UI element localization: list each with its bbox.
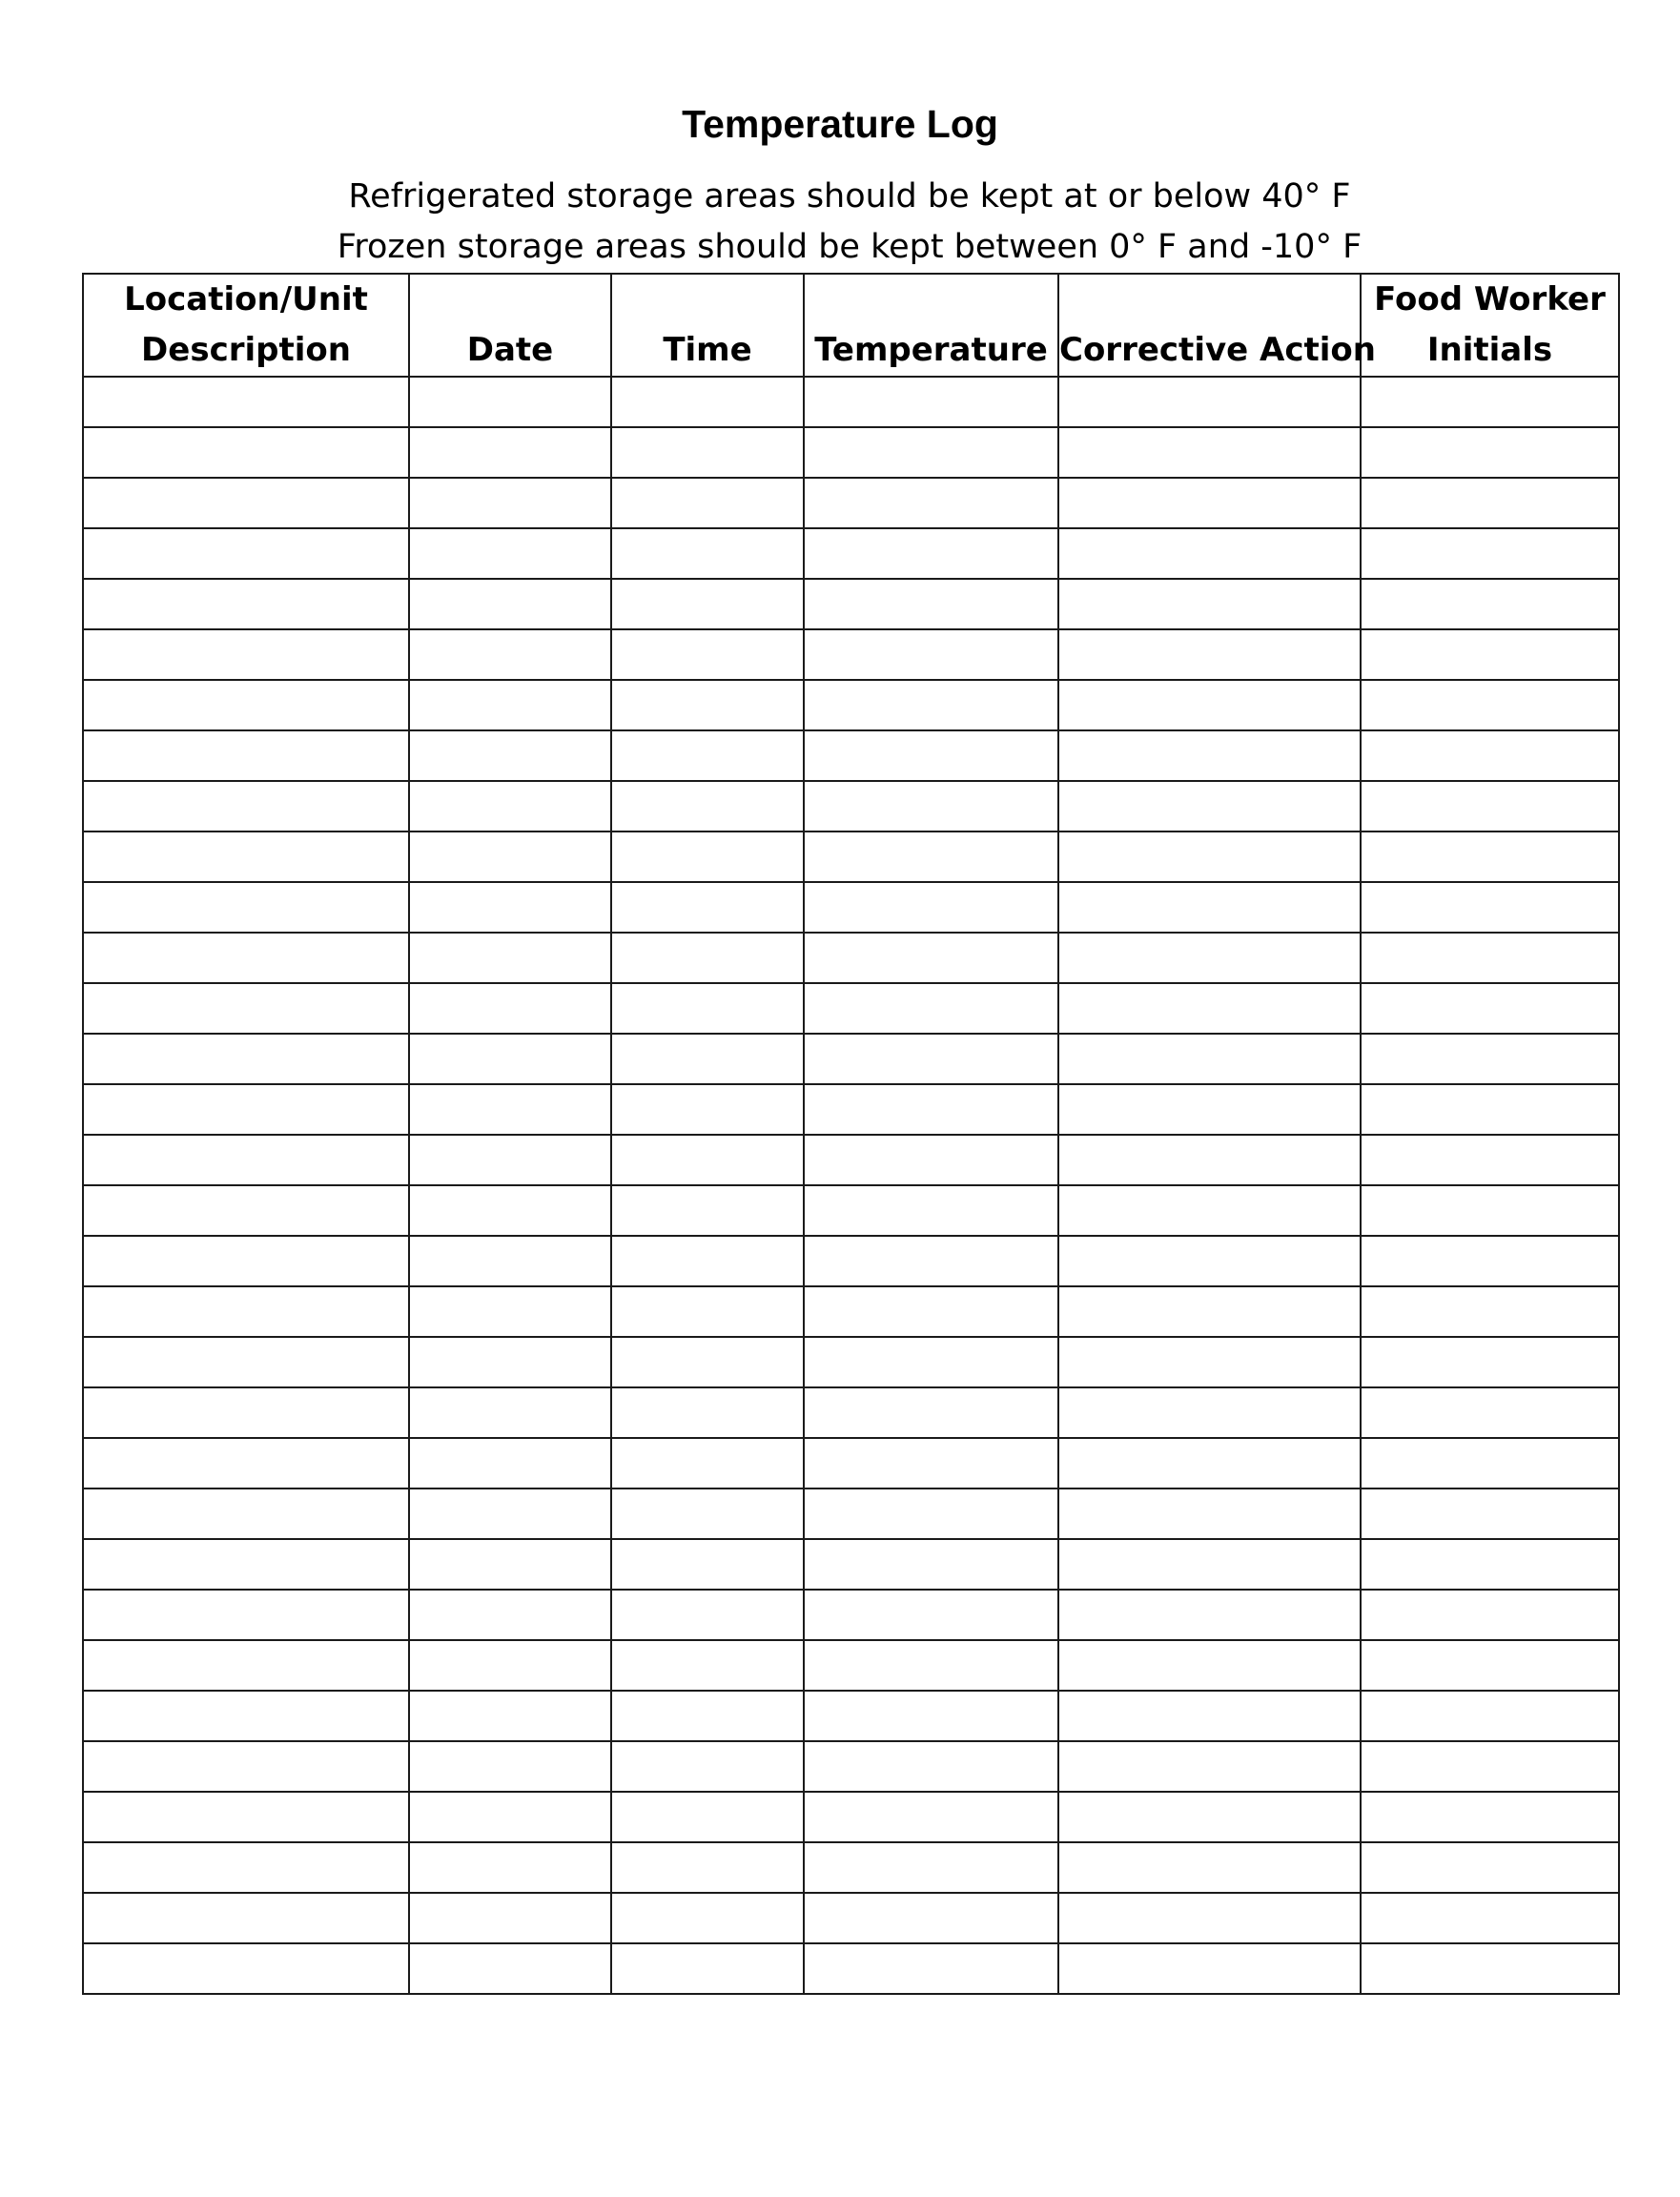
time-cell[interactable] bbox=[611, 579, 804, 629]
corrective-action-cell[interactable] bbox=[1058, 377, 1361, 427]
column-header-time bbox=[611, 274, 804, 377]
initials-cell[interactable] bbox=[1361, 478, 1619, 528]
location-cell[interactable] bbox=[83, 730, 409, 781]
date-cell[interactable] bbox=[409, 579, 611, 629]
time-cell[interactable] bbox=[611, 882, 804, 933]
date-cell[interactable] bbox=[409, 882, 611, 933]
table-row bbox=[83, 1438, 1619, 1489]
time-cell[interactable] bbox=[611, 983, 804, 1034]
table-row bbox=[83, 1640, 1619, 1691]
table-row bbox=[83, 478, 1619, 528]
location-cell[interactable] bbox=[83, 1590, 409, 1640]
table-row bbox=[83, 1236, 1619, 1286]
temperature-cell[interactable] bbox=[804, 629, 1058, 680]
corrective-action-cell[interactable] bbox=[1058, 781, 1361, 832]
table-row bbox=[83, 1387, 1619, 1438]
time-cell[interactable] bbox=[611, 730, 804, 781]
corrective-action-cell[interactable] bbox=[1058, 1640, 1361, 1691]
location-cell[interactable] bbox=[83, 1034, 409, 1084]
table-row bbox=[83, 1489, 1619, 1539]
location-cell[interactable] bbox=[83, 1842, 409, 1893]
temperature-cell[interactable] bbox=[804, 377, 1058, 427]
initials-cell[interactable] bbox=[1361, 1842, 1619, 1893]
table-row bbox=[83, 933, 1619, 983]
initials-cell[interactable] bbox=[1361, 1185, 1619, 1236]
temperature-cell[interactable] bbox=[804, 983, 1058, 1034]
date-cell[interactable] bbox=[409, 1489, 611, 1539]
corrective-action-cell[interactable] bbox=[1058, 1438, 1361, 1489]
date-cell[interactable] bbox=[409, 781, 611, 832]
location-cell[interactable] bbox=[83, 427, 409, 478]
temperature-cell[interactable] bbox=[804, 1084, 1058, 1135]
date-cell[interactable] bbox=[409, 629, 611, 680]
temperature-cell[interactable] bbox=[804, 1236, 1058, 1286]
initials-cell[interactable] bbox=[1361, 1640, 1619, 1691]
table-row bbox=[83, 1893, 1619, 1943]
initials-cell[interactable] bbox=[1361, 1084, 1619, 1135]
time-cell[interactable] bbox=[611, 1387, 804, 1438]
corrective-action-cell[interactable] bbox=[1058, 528, 1361, 579]
column-header-temperature bbox=[804, 274, 1058, 377]
time-cell[interactable] bbox=[611, 1438, 804, 1489]
corrective-action-cell[interactable] bbox=[1058, 1185, 1361, 1236]
temperature-cell[interactable] bbox=[804, 1893, 1058, 1943]
initials-cell[interactable] bbox=[1361, 377, 1619, 427]
date-cell[interactable] bbox=[409, 377, 611, 427]
date-cell[interactable] bbox=[409, 983, 611, 1034]
date-cell[interactable] bbox=[409, 1741, 611, 1792]
date-cell[interactable] bbox=[409, 427, 611, 478]
table-row bbox=[83, 680, 1619, 730]
date-cell[interactable] bbox=[409, 1842, 611, 1893]
column-header-location-line2: Description bbox=[141, 331, 351, 369]
corrective-action-cell[interactable] bbox=[1058, 1387, 1361, 1438]
column-header-corrective-action-label: Corrective Action bbox=[1059, 331, 1376, 369]
time-cell[interactable] bbox=[611, 1337, 804, 1387]
temperature-cell[interactable] bbox=[804, 1943, 1058, 1994]
location-cell[interactable] bbox=[83, 1286, 409, 1337]
initials-cell[interactable] bbox=[1361, 1337, 1619, 1387]
initials-cell[interactable] bbox=[1361, 528, 1619, 579]
table-row bbox=[83, 832, 1619, 882]
column-header-location-line1: Location/Unit bbox=[124, 280, 368, 318]
table-row bbox=[83, 1842, 1619, 1893]
corrective-action-cell[interactable] bbox=[1058, 1489, 1361, 1539]
table-row bbox=[83, 377, 1619, 427]
temperature-cell[interactable] bbox=[804, 1792, 1058, 1842]
date-cell[interactable] bbox=[409, 832, 611, 882]
page-title: Temperature Log bbox=[682, 102, 998, 146]
column-header-date-label: Date bbox=[466, 331, 554, 369]
date-cell[interactable] bbox=[409, 730, 611, 781]
table-row bbox=[83, 882, 1619, 933]
location-cell[interactable] bbox=[83, 579, 409, 629]
location-cell[interactable] bbox=[83, 1893, 409, 1943]
column-header-initials-line2: Initials bbox=[1426, 331, 1553, 369]
time-cell[interactable] bbox=[611, 427, 804, 478]
table-row bbox=[83, 1286, 1619, 1337]
corrective-action-cell[interactable] bbox=[1058, 1286, 1361, 1337]
location-cell[interactable] bbox=[83, 1135, 409, 1185]
location-cell[interactable] bbox=[83, 478, 409, 528]
date-cell[interactable] bbox=[409, 1792, 611, 1842]
corrective-action-cell[interactable] bbox=[1058, 1084, 1361, 1135]
location-cell[interactable] bbox=[83, 1792, 409, 1842]
time-cell[interactable] bbox=[611, 478, 804, 528]
location-cell[interactable] bbox=[83, 1741, 409, 1792]
temperature-cell[interactable] bbox=[804, 1337, 1058, 1387]
initials-cell[interactable] bbox=[1361, 1893, 1619, 1943]
location-cell[interactable] bbox=[83, 528, 409, 579]
column-header-initials-line1: Food Worker bbox=[1374, 280, 1606, 318]
initials-cell[interactable] bbox=[1361, 1387, 1619, 1438]
column-header-temperature-label: Temperature bbox=[814, 331, 1048, 369]
time-cell[interactable] bbox=[611, 1893, 804, 1943]
corrective-action-cell[interactable] bbox=[1058, 832, 1361, 882]
temperature-cell[interactable] bbox=[804, 933, 1058, 983]
corrective-action-cell[interactable] bbox=[1058, 1539, 1361, 1590]
column-header-location bbox=[83, 274, 409, 377]
temperature-cell[interactable] bbox=[804, 1135, 1058, 1185]
initials-cell[interactable] bbox=[1361, 1438, 1619, 1489]
location-cell[interactable] bbox=[83, 1387, 409, 1438]
time-cell[interactable] bbox=[611, 1590, 804, 1640]
initials-cell[interactable] bbox=[1361, 983, 1619, 1034]
time-cell[interactable] bbox=[611, 1084, 804, 1135]
initials-cell[interactable] bbox=[1361, 832, 1619, 882]
initials-cell[interactable] bbox=[1361, 1792, 1619, 1842]
initials-cell[interactable] bbox=[1361, 579, 1619, 629]
table-row bbox=[83, 983, 1619, 1034]
time-cell[interactable] bbox=[611, 1286, 804, 1337]
temperature-cell[interactable] bbox=[804, 1034, 1058, 1084]
table-row bbox=[83, 781, 1619, 832]
table-row bbox=[83, 1741, 1619, 1792]
table-row bbox=[83, 629, 1619, 680]
table-row bbox=[83, 427, 1619, 478]
location-cell[interactable] bbox=[83, 1185, 409, 1236]
location-cell[interactable] bbox=[83, 1236, 409, 1286]
initials-cell[interactable] bbox=[1361, 680, 1619, 730]
temperature-cell[interactable] bbox=[804, 528, 1058, 579]
date-cell[interactable] bbox=[409, 1286, 611, 1337]
time-cell[interactable] bbox=[611, 1741, 804, 1792]
time-cell[interactable] bbox=[611, 528, 804, 579]
table-body bbox=[83, 377, 1619, 1994]
initials-cell[interactable] bbox=[1361, 1489, 1619, 1539]
column-header-corrective-action bbox=[1058, 274, 1376, 377]
initials-cell[interactable] bbox=[1361, 1034, 1619, 1084]
location-cell[interactable] bbox=[83, 1084, 409, 1135]
initials-cell[interactable] bbox=[1361, 1741, 1619, 1792]
column-header-date bbox=[409, 274, 611, 377]
table-row bbox=[83, 1084, 1619, 1135]
refrigerated-guideline: Refrigerated storage areas should be kept at or below 40° F bbox=[348, 177, 1351, 216]
table-row bbox=[83, 1539, 1619, 1590]
date-cell[interactable] bbox=[409, 1438, 611, 1489]
corrective-action-cell[interactable] bbox=[1058, 1135, 1361, 1185]
initials-cell[interactable] bbox=[1361, 427, 1619, 478]
initials-cell[interactable] bbox=[1361, 1236, 1619, 1286]
location-cell[interactable] bbox=[83, 832, 409, 882]
time-cell[interactable] bbox=[611, 680, 804, 730]
location-cell[interactable] bbox=[83, 377, 409, 427]
corrective-action-cell[interactable] bbox=[1058, 1034, 1361, 1084]
time-cell[interactable] bbox=[611, 1034, 804, 1084]
location-cell[interactable] bbox=[83, 983, 409, 1034]
column-header-initials bbox=[1361, 274, 1619, 377]
time-cell[interactable] bbox=[611, 1539, 804, 1590]
date-cell[interactable] bbox=[409, 1337, 611, 1387]
corrective-action-cell[interactable] bbox=[1058, 1691, 1361, 1741]
corrective-action-cell[interactable] bbox=[1058, 1236, 1361, 1286]
table-row bbox=[83, 1792, 1619, 1842]
temperature-cell[interactable] bbox=[804, 1741, 1058, 1792]
initials-cell[interactable] bbox=[1361, 781, 1619, 832]
temperature-cell[interactable] bbox=[804, 1842, 1058, 1893]
table-row bbox=[83, 1135, 1619, 1185]
initials-cell[interactable] bbox=[1361, 730, 1619, 781]
corrective-action-cell[interactable] bbox=[1058, 427, 1361, 478]
temperature-cell[interactable] bbox=[804, 478, 1058, 528]
location-cell[interactable] bbox=[83, 680, 409, 730]
location-cell[interactable] bbox=[83, 1438, 409, 1489]
table-row bbox=[83, 730, 1619, 781]
temperature-cell[interactable] bbox=[804, 1387, 1058, 1438]
initials-cell[interactable] bbox=[1361, 882, 1619, 933]
time-cell[interactable] bbox=[611, 1185, 804, 1236]
location-cell[interactable] bbox=[83, 1640, 409, 1691]
date-cell[interactable] bbox=[409, 680, 611, 730]
temperature-cell[interactable] bbox=[804, 427, 1058, 478]
date-cell[interactable] bbox=[409, 1943, 611, 1994]
temperature-cell[interactable] bbox=[804, 1691, 1058, 1741]
time-cell[interactable] bbox=[611, 1640, 804, 1691]
location-cell[interactable] bbox=[83, 882, 409, 933]
corrective-action-cell[interactable] bbox=[1058, 629, 1361, 680]
temperature-cell[interactable] bbox=[804, 1185, 1058, 1236]
table-row bbox=[83, 1034, 1619, 1084]
corrective-action-cell[interactable] bbox=[1058, 983, 1361, 1034]
temperature-cell[interactable] bbox=[804, 1438, 1058, 1489]
temperature-cell[interactable] bbox=[804, 781, 1058, 832]
frozen-guideline: Frozen storage areas should be kept between 0° F and -10° F bbox=[337, 228, 1362, 266]
location-cell[interactable] bbox=[83, 1691, 409, 1741]
time-cell[interactable] bbox=[611, 1489, 804, 1539]
corrective-action-cell[interactable] bbox=[1058, 579, 1361, 629]
time-cell[interactable] bbox=[611, 1236, 804, 1286]
temperature-cell[interactable] bbox=[804, 832, 1058, 882]
location-cell[interactable] bbox=[83, 781, 409, 832]
time-cell[interactable] bbox=[611, 933, 804, 983]
temperature-cell[interactable] bbox=[804, 730, 1058, 781]
temperature-log-table bbox=[82, 273, 1620, 1995]
time-cell[interactable] bbox=[611, 1792, 804, 1842]
date-cell[interactable] bbox=[409, 1590, 611, 1640]
location-cell[interactable] bbox=[83, 1539, 409, 1590]
temperature-cell[interactable] bbox=[804, 579, 1058, 629]
location-cell[interactable] bbox=[83, 933, 409, 983]
date-cell[interactable] bbox=[409, 1084, 611, 1135]
corrective-action-cell[interactable] bbox=[1058, 680, 1361, 730]
corrective-action-cell[interactable] bbox=[1058, 1893, 1361, 1943]
time-cell[interactable] bbox=[611, 1691, 804, 1741]
date-cell[interactable] bbox=[409, 1236, 611, 1286]
temperature-cell[interactable] bbox=[804, 1286, 1058, 1337]
initials-cell[interactable] bbox=[1361, 933, 1619, 983]
table-header-row bbox=[83, 274, 1619, 377]
time-cell[interactable] bbox=[611, 1135, 804, 1185]
date-cell[interactable] bbox=[409, 1893, 611, 1943]
time-cell[interactable] bbox=[611, 1842, 804, 1893]
location-cell[interactable] bbox=[83, 1489, 409, 1539]
corrective-action-cell[interactable] bbox=[1058, 1590, 1361, 1640]
time-cell[interactable] bbox=[611, 1943, 804, 1994]
initials-cell[interactable] bbox=[1361, 1135, 1619, 1185]
corrective-action-cell[interactable] bbox=[1058, 478, 1361, 528]
location-cell[interactable] bbox=[83, 1943, 409, 1994]
temperature-cell[interactable] bbox=[804, 882, 1058, 933]
table-row bbox=[83, 1590, 1619, 1640]
temperature-cell[interactable] bbox=[804, 1590, 1058, 1640]
initials-cell[interactable] bbox=[1361, 1286, 1619, 1337]
corrective-action-cell[interactable] bbox=[1058, 1842, 1361, 1893]
time-cell[interactable] bbox=[611, 629, 804, 680]
corrective-action-cell[interactable] bbox=[1058, 730, 1361, 781]
date-cell[interactable] bbox=[409, 1034, 611, 1084]
table-row bbox=[83, 528, 1619, 579]
date-cell[interactable] bbox=[409, 1135, 611, 1185]
corrective-action-cell[interactable] bbox=[1058, 1337, 1361, 1387]
table-row bbox=[83, 1337, 1619, 1387]
temperature-cell[interactable] bbox=[804, 1489, 1058, 1539]
date-cell[interactable] bbox=[409, 933, 611, 983]
temperature-cell[interactable] bbox=[804, 680, 1058, 730]
table-row bbox=[83, 1691, 1619, 1741]
corrective-action-cell[interactable] bbox=[1058, 933, 1361, 983]
date-cell[interactable] bbox=[409, 478, 611, 528]
initials-cell[interactable] bbox=[1361, 1943, 1619, 1994]
column-header-time-label: Time bbox=[663, 331, 752, 369]
date-cell[interactable] bbox=[409, 1539, 611, 1590]
initials-cell[interactable] bbox=[1361, 1590, 1619, 1640]
date-cell[interactable] bbox=[409, 1185, 611, 1236]
date-cell[interactable] bbox=[409, 1691, 611, 1741]
corrective-action-cell[interactable] bbox=[1058, 1792, 1361, 1842]
table-row bbox=[83, 1943, 1619, 1994]
initials-cell[interactable] bbox=[1361, 1691, 1619, 1741]
location-cell[interactable] bbox=[83, 1337, 409, 1387]
date-cell[interactable] bbox=[409, 1640, 611, 1691]
table-row bbox=[83, 1185, 1619, 1236]
corrective-action-cell[interactable] bbox=[1058, 1741, 1361, 1792]
date-cell[interactable] bbox=[409, 528, 611, 579]
temperature-cell[interactable] bbox=[804, 1640, 1058, 1691]
corrective-action-cell[interactable] bbox=[1058, 1943, 1361, 1994]
location-cell[interactable] bbox=[83, 629, 409, 680]
initials-cell[interactable] bbox=[1361, 629, 1619, 680]
initials-cell[interactable] bbox=[1361, 1539, 1619, 1590]
time-cell[interactable] bbox=[611, 781, 804, 832]
time-cell[interactable] bbox=[611, 832, 804, 882]
table-row bbox=[83, 579, 1619, 629]
corrective-action-cell[interactable] bbox=[1058, 882, 1361, 933]
temperature-cell[interactable] bbox=[804, 1539, 1058, 1590]
date-cell[interactable] bbox=[409, 1387, 611, 1438]
time-cell[interactable] bbox=[611, 377, 804, 427]
